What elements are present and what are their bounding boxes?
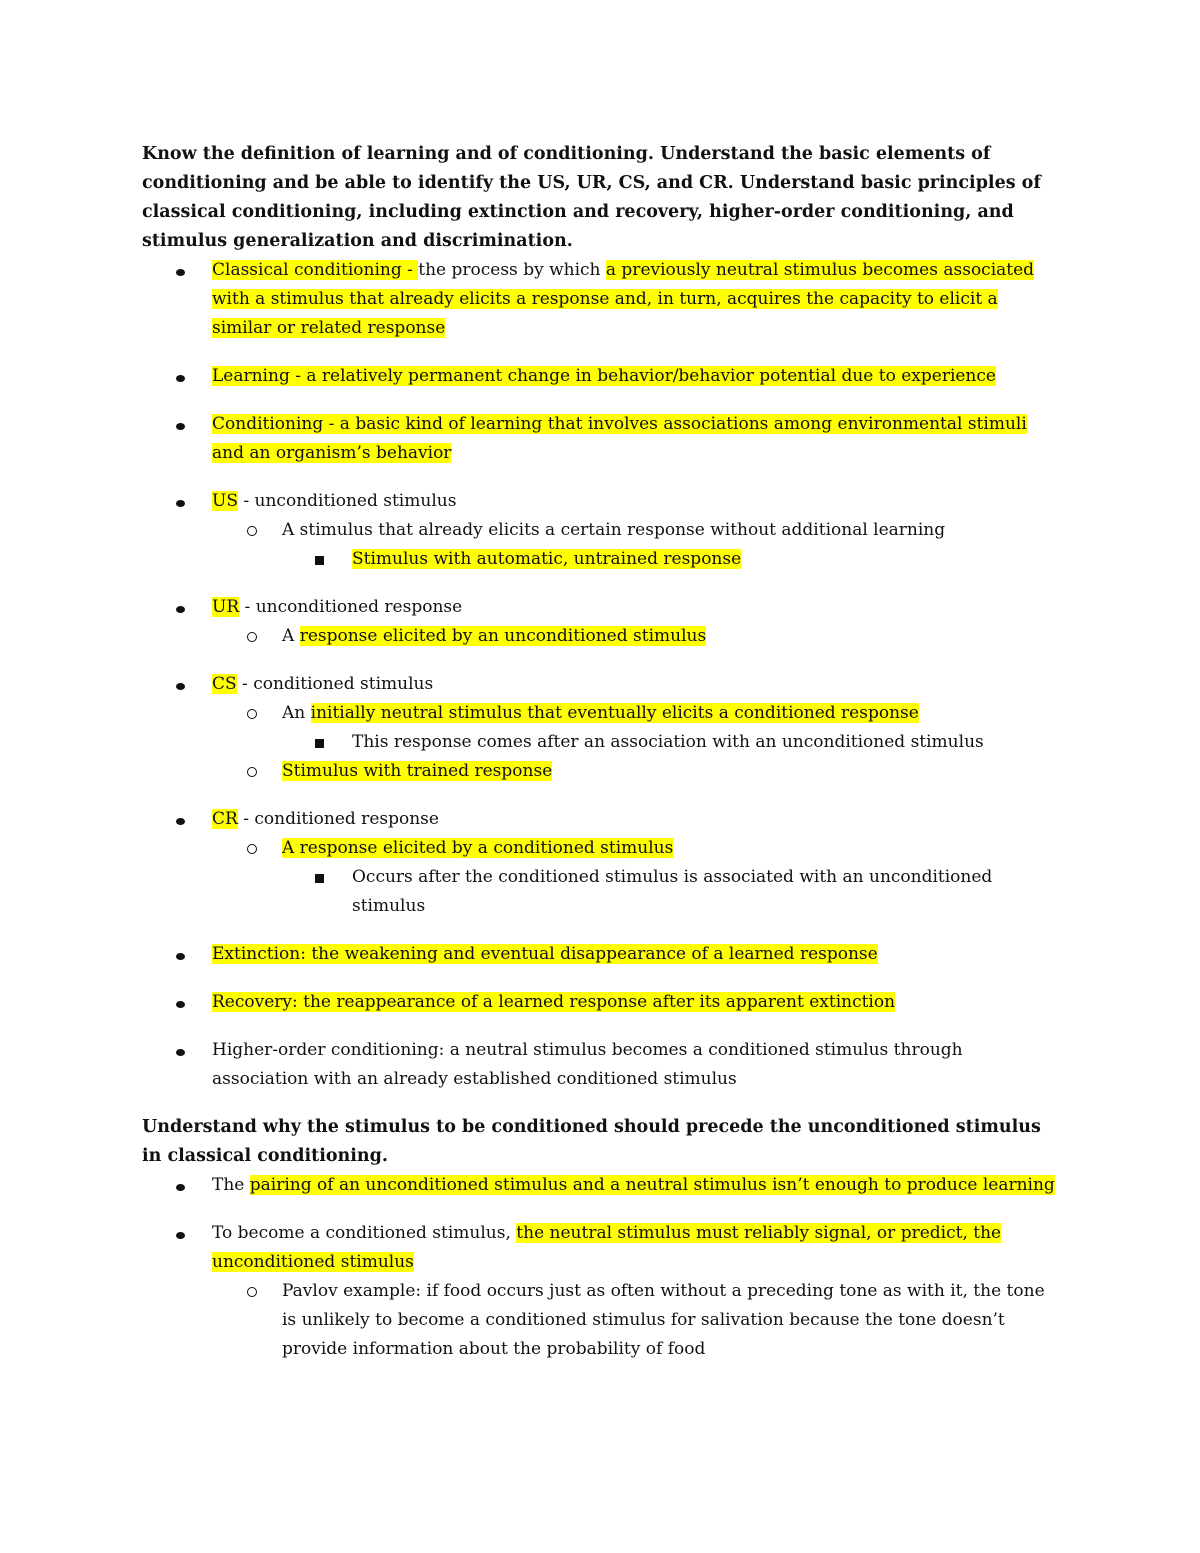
cr-detail: Occurs after the conditioned stimulus is associated with an unconditioned stimulus	[352, 867, 993, 916]
learning-definition: Learning - a relatively permanent change in behavior/behavior potential due to experience	[212, 366, 996, 386]
cr-subsublist	[142, 863, 1062, 921]
term-cs: CS	[212, 674, 237, 694]
signal-sublist	[142, 1277, 1062, 1364]
cr-subitem	[142, 834, 1062, 921]
cs-sublist	[142, 699, 1062, 786]
us-subsublist	[142, 545, 1062, 574]
section-1-list	[142, 256, 1062, 1094]
list-item-recovery	[142, 988, 1062, 1017]
ur-desc-pre: A	[282, 626, 300, 646]
classical-definition: a previously neutral stimulus becomes associated with a stimulus that already elicits a response and, in turn, acquires the capacity to elicit a similar or related response	[212, 260, 1035, 338]
bullet-icon	[176, 805, 185, 834]
list-item-learning	[142, 362, 1062, 391]
list-item-classical-conditioning	[142, 256, 1062, 343]
list-item-conditioning	[142, 410, 1062, 468]
list-item-cs	[142, 670, 1062, 786]
signal-text: the neutral stimulus must reliably signal, or predict, the unconditioned stimulus	[212, 1223, 1002, 1272]
circle-bullet-icon	[247, 516, 257, 546]
term-us: US	[212, 491, 238, 511]
ur-label: - unconditioned response	[239, 597, 463, 617]
list-item-pairing	[142, 1171, 1062, 1200]
cs-detail: This response comes after an association with an unconditioned stimulus	[352, 732, 984, 752]
pairing-text: pairing of an unconditioned stimulus and a neutral stimulus isn’t enough to produce learning	[249, 1175, 1055, 1195]
circle-bullet-icon	[247, 622, 257, 652]
circle-bullet-icon	[247, 699, 257, 729]
signal-pre: To become a conditioned stimulus,	[212, 1223, 517, 1243]
cr-label: - conditioned response	[237, 809, 439, 829]
bullet-icon	[176, 940, 185, 969]
cs-description: initially neutral stimulus that eventually elicits a conditioned response	[310, 703, 919, 723]
term-classical-conditioning: Classical conditioning -	[212, 260, 419, 280]
conditioning-definition: Conditioning - a basic kind of learning that involves associations among environmental stimuli and an organism’s behavior	[212, 414, 1027, 463]
term-cr: CR	[212, 809, 238, 829]
square-bullet-icon	[315, 863, 324, 894]
document-page	[142, 140, 1062, 1364]
square-bullet-icon	[315, 728, 324, 759]
ur-subitem	[142, 622, 1062, 651]
section-2-list	[142, 1171, 1062, 1364]
list-item-signal	[142, 1219, 1062, 1364]
pavlov-example: Pavlov example: if food occurs just as often without a preceding tone as with it, the tone is unlikely to become a conditioned stimulus for salivation because the tone doesn’t provide information about the probability of food	[282, 1281, 1045, 1359]
term-ur: UR	[212, 597, 240, 617]
circle-bullet-icon	[247, 757, 257, 787]
classical-mid-text: the process by which	[418, 260, 606, 280]
bullet-icon	[176, 1036, 185, 1065]
extinction-definition: Extinction: the weakening and eventual disappearance of a learned response	[212, 944, 878, 964]
circle-bullet-icon	[247, 834, 257, 864]
us-sublist	[142, 516, 1062, 574]
cs-label: - conditioned stimulus	[236, 674, 434, 694]
bullet-icon	[176, 988, 185, 1017]
list-item-ur	[142, 593, 1062, 651]
cs-trained: Stimulus with trained response	[282, 761, 553, 781]
us-label: - unconditioned stimulus	[237, 491, 457, 511]
cr-description: A response elicited by a conditioned stimulus	[282, 838, 674, 858]
list-item-us	[142, 487, 1062, 574]
bullet-icon	[176, 1171, 185, 1200]
list-item-extinction	[142, 940, 1062, 969]
bullet-icon	[176, 1219, 185, 1248]
square-bullet-icon	[315, 545, 324, 576]
cs-subsublist	[142, 728, 1062, 757]
ur-description: response elicited by an unconditioned stimulus	[299, 626, 707, 646]
cs-subitem	[142, 699, 1062, 757]
us-subitem	[142, 516, 1062, 574]
bullet-icon	[176, 362, 185, 391]
recovery-definition: Recovery: the reappearance of a learned response after its apparent extinction	[212, 992, 896, 1012]
list-item-higher-order	[142, 1036, 1062, 1094]
bullet-icon	[176, 487, 185, 516]
bullet-icon	[176, 593, 185, 622]
circle-bullet-icon	[247, 1277, 257, 1307]
us-description: A stimulus that already elicits a certain response without additional learning	[282, 520, 946, 540]
section-2-heading: Understand why the stimulus to be conditioned should precede the unconditioned stimulus in classical conditioning.	[142, 1117, 1041, 1166]
pairing-pre: The	[212, 1175, 250, 1195]
us-subsubitem	[142, 545, 1062, 574]
list-item-cr	[142, 805, 1062, 921]
cs-subsubitem	[142, 728, 1062, 757]
bullet-icon	[176, 410, 185, 439]
us-detail: Stimulus with automatic, untrained response	[352, 549, 742, 569]
cr-subsubitem	[142, 863, 1062, 921]
cs-desc-pre: An	[282, 703, 311, 723]
cr-sublist	[142, 834, 1062, 921]
section-1-heading: Know the definition of learning and of conditioning. Understand the basic elements of conditioning and be able to identify the US, UR, CS, and CR. Understand basic principles of classical conditioning, including extinction and recovery, higher-order conditioning, and stimulus generalization and discrimination.	[142, 144, 1041, 251]
bullet-icon	[176, 670, 185, 699]
bullet-icon	[176, 256, 185, 285]
ur-sublist	[142, 622, 1062, 651]
higher-order-definition: Higher-order conditioning: a neutral stimulus becomes a conditioned stimulus through association with an already established conditioned stimulus	[212, 1040, 963, 1089]
pavlov-subitem	[142, 1277, 1062, 1364]
cs-subitem-2	[142, 757, 1062, 786]
